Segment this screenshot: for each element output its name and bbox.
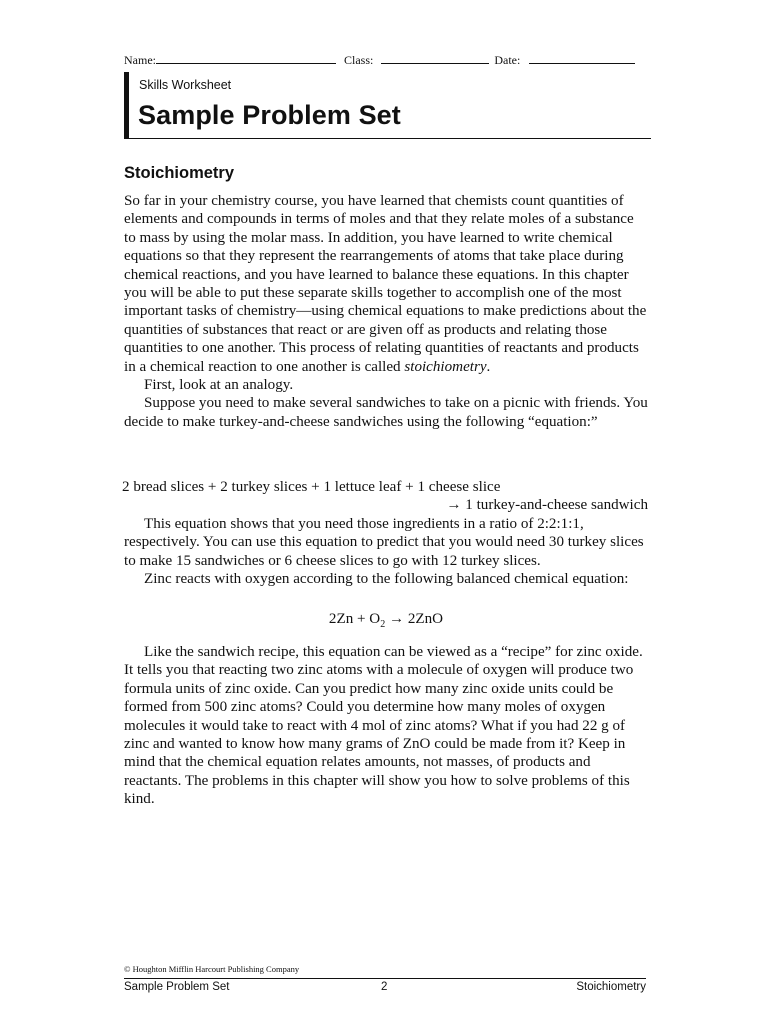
class-blank[interactable] xyxy=(381,52,489,64)
paragraph-analogy: First, look at an analogy. xyxy=(144,377,294,394)
title-block xyxy=(124,72,651,139)
footer-title: Sample Problem Set xyxy=(124,981,230,993)
zinc-equation xyxy=(124,610,648,634)
class-label: Class: xyxy=(344,53,374,67)
paragraph-sandwich: Suppose you need to make several sandwiches to take on a picnic with friends. You decide to make turkey-and-cheese sandwiches using the following “equation:” xyxy=(124,395,648,430)
name-blank[interactable] xyxy=(156,52,336,64)
copyright-notice: © Houghton Mifflin Harcourt Publishing Company xyxy=(124,964,300,974)
section-heading: Stoichiometry xyxy=(124,164,235,182)
worksheet-type-label: Skills Worksheet xyxy=(139,78,232,92)
intro-end: . xyxy=(486,358,491,375)
equation-product: → 1 turkey-and-cheese sandwich xyxy=(446,497,648,514)
intro-paragraph xyxy=(124,192,648,376)
date-label: Date: xyxy=(494,53,521,67)
intro-text: So far in your chemistry course, you have learned that chemists count quantities of elements and compounds in terms of moles and that they relate moles of a substance to mass by using the molar mass. In addition, you have learned to write chemical equations so that they represent the rearrangements of atoms that take place during chemical reactions, and you have learned to balance these equations. In this chapter you will be able to put these separate skills together to accomplish one of the most important tasks of chemistry—using chemical equations to make predictions about the quantities of substances that react or are given off as products and relating those quantities to one another. This process of relating quantities of reactants and products in a chemical reaction to one another is called xyxy=(124,193,647,375)
sandwich-equation xyxy=(122,478,648,515)
section-body-2 xyxy=(124,515,648,589)
equation-reactants: 2 bread slices + 2 turkey slices + 1 lettuce leaf + 1 cheese slice xyxy=(122,479,501,495)
paragraph-zinc: Zinc reacts with oxygen according to the following balanced chemical equation: xyxy=(144,571,629,588)
date-blank[interactable] xyxy=(529,52,635,64)
page-number: 2 xyxy=(381,981,388,993)
footer-chapter: Stoichiometry xyxy=(576,981,646,993)
page-title: Sample Problem Set xyxy=(138,100,401,130)
key-term: stoichiometry xyxy=(404,358,487,375)
paragraph-recipe: Like the sandwich recipe, this equation can be viewed as a “recipe” for zinc oxide. It tells you that reacting two zinc atoms with a molecule of oxygen will produce two formula units of zinc oxide. Can you predict how many zinc oxide units could be formed from 500 zinc atoms? Could you determine how many moles of oxygen molecules it would take to react with 4 mol of zinc atoms? What if you had 22 g of zinc and wanted to know how many grams of ZnO could be made from it? Keep in mind that the chemical equation relates amounts, not masses, of products and reactants. The problems in this chapter will show you how to solve problems of this kind. xyxy=(124,644,643,808)
paragraph-ratio: This equation shows that you need those ingredients in a ratio of 2:2:1:1, respectively. You can use this equation to predict that you would need 30 turkey slices to make 15 sandwiches or 6 cheese slices to go with 12 turkey slices. xyxy=(124,516,644,569)
section-body xyxy=(124,192,648,431)
name-label: Name: xyxy=(124,53,156,67)
footer-divider xyxy=(124,978,646,979)
chemical-equation: $2Zn + O_2 \to 2ZnO$ xyxy=(328,611,444,631)
section-body-3 xyxy=(124,643,648,809)
worksheet-header xyxy=(124,52,635,68)
